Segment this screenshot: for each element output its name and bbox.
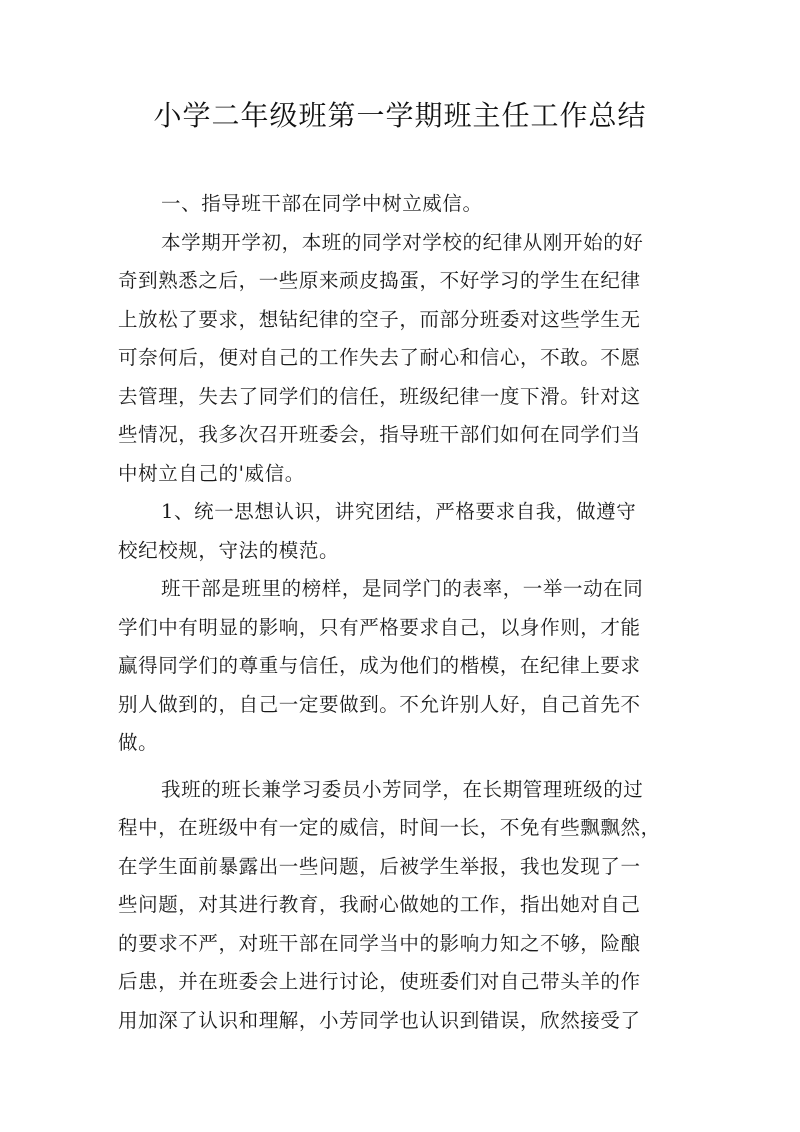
paragraph-line: 别人做到的，自己一定要做到。不允许别人好，自己首先不	[118, 692, 641, 716]
paragraph-line: 可奈何后，便对自己的工作失去了耐心和信心，不敢。不愿	[118, 346, 641, 369]
paragraph-line: 后患，并在班委会上进行讨论，使班委们对自己带头羊的作	[118, 970, 641, 993]
paragraph-line: 的要求不严，对班干部在同学当中的影响力知之不够，险酿	[118, 931, 641, 955]
document-body	[118, 185, 684, 1040]
paragraph-line: 去管理，失去了同学们的信任，班级纪律一度下滑。针对这	[118, 384, 641, 408]
document-title: 小学二年级班第一学期班主任工作总结	[153, 99, 647, 132]
paragraph-line: 奇到熟悉之后，一些原来顽皮捣蛋，不好学习的学生在纪律	[118, 269, 641, 292]
paragraph-line: 上放松了要求，想钻纪律的空子，而部分班委对这些学生无	[118, 307, 641, 331]
paragraph-line: 我班的班长兼学习委员小芳同学，在长期管理班级的过	[161, 777, 644, 801]
paragraph-gap	[118, 763, 684, 771]
paragraph-line: 做。	[118, 731, 159, 754]
paragraph-line: 赢得同学们的尊重与信任，成为他们的楷模，在纪律上要求	[118, 654, 641, 677]
paragraph-line: 本学期开学初，本班的同学对学校的纪律从刚开始的好	[161, 230, 644, 254]
paragraph-line: 些问题，对其进行教育，我耐心做她的工作，指出她对自己	[118, 893, 641, 916]
paragraph-line: 中树立自己的'威信。	[118, 461, 305, 485]
section-heading: 一、指导班干部在同学中树立威信。	[161, 192, 483, 215]
paragraph-line: 程中，在班级中有一定的威信，时间一长，不免有些飘飘然，	[118, 816, 661, 839]
paragraph-line: 些情况，我多次召开班委会，指导班干部们如何在同学们当	[118, 423, 641, 446]
paragraph-line: 班干部是班里的榜样，是同学门的表率，一举一动在同	[161, 577, 644, 600]
paragraph-line: 在学生面前暴露出一些问题，后被学生举报，我也发现了一	[118, 854, 641, 878]
subheading-line: 校纪校规，守法的模范。	[118, 538, 340, 562]
subheading-line: 1、统一思想认识，讲究团结，严格要求自我，做遵守	[161, 500, 637, 523]
paragraph-line: 学们中有明显的影响，只有严格要求自己，以身作则，才能	[118, 615, 641, 639]
paragraph-line: 用加深了认识和理解，小芳同学也认识到错误，欣然接受了	[118, 1008, 641, 1032]
